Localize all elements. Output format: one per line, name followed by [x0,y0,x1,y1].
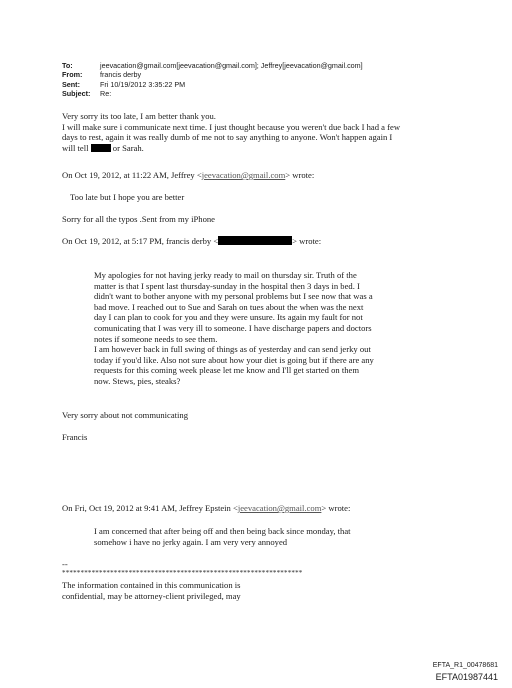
quote3-line: somehow i have no jerky again. I am very very annoyed [94,536,288,547]
reply-line: Very sorry its too late, I am better thank you. [62,111,216,121]
from-label: From: [62,70,83,80]
quote3-message [94,526,464,547]
quote3-attribution-end: > wrote: [321,503,351,513]
quote3-line: I am concerned that after being off and then being back since monday, that [94,526,351,536]
quote2-line: I am however back in full swing of things as of yesterday and can send jerky out [94,344,371,355]
footer-ref-large: EFTA01987441 [435,672,498,682]
from-row [62,70,363,79]
subject-label: Subject: [62,89,91,99]
subject-value: Re: [100,89,112,99]
disclaimer [62,560,462,601]
quote1-email-link[interactable]: jeevacation@gmail.com [201,170,286,180]
reply-message [62,111,462,153]
signature-line: Sorry for all the typos .Sent from my iPhone [62,214,216,224]
quote2-message [94,270,464,387]
email-header [62,61,363,99]
disclaimer-dashes: -- [62,559,68,569]
quote2-line: didn't want to bother anyone with my personal problems but I see now that was a [94,291,373,302]
disclaimer-line: The information contained in this communication is [62,580,241,590]
redaction-block [218,236,292,245]
quote3-attribution-text: On Fri, Oct 19, 2012 at 9:41 AM, Jeffrey Epstein < [62,503,238,513]
disclaimer-line: confidential, may be attorney-client privileged, may [62,590,241,601]
quote2-line: day I can plan to cook for you and they were unsure. Its again my fault for not [94,312,363,323]
quote2-attribution [62,236,462,247]
quote3-attribution [62,503,462,514]
quote2-line: matter is that I spent last thursday-sunday in the hospital then 3 days in bed. I [94,280,360,291]
closing-name: Francis [62,432,88,442]
reply-line-last [62,143,462,154]
reply-line: I will make sure i communicate next time. I just thought because you weren't due back I had a few [62,121,401,132]
quote2-attribution-end: > wrote: [292,236,322,246]
footer-ref-small: EFTA_R1_00478681 [432,662,498,669]
to-row [62,61,363,70]
from-value: francis derby [100,70,142,80]
sent-label: Sent: [62,79,80,89]
closing-apology: Very sorry about not communicating [62,410,189,420]
quote2-attribution-text: On Oct 19, 2012, at 5:17 PM, francis derby < [62,236,219,246]
quote2-line: now. Stews, pies, steaks? [94,375,181,386]
quote2-line: bad move. I reached out to Sue and Sarah on tues about the when was the next [94,301,364,312]
quote3-email-link[interactable]: jeevacation@gmail.com [237,503,322,513]
to-value: jeevacation@gmail.com[jeevacation@gmail.com]; Jeffrey[jeevacation@gmail.com] [100,61,363,70]
quote2-line: today if you'd like. Also not sure about how your diet is going but if there are any [94,354,374,365]
quote1-text: Too late but I hope you are better [70,192,185,202]
quote1-attribution-text: On Oct 19, 2012, at 11:22 AM, Jeffrey < [62,170,202,180]
quote2-line: notes if someone needs to see them. [94,333,218,344]
reply-line: days to rest, again it was really dumb of me not to say anything to anyone. Won't happen again I [62,132,393,143]
quote2-line: comunicating that I was very ill to someone. I have discharge papers and doctors [94,322,372,333]
subject-row [62,89,363,98]
to-label: To: [62,61,73,70]
disclaimer-stars: ***************************************************************** [62,569,303,577]
quote2-line: requests for this coming week please let me know and I'll get started on them [94,365,360,376]
sent-row [62,80,363,89]
reply-text-before-redaction: will tell [62,142,89,153]
quote1-attribution-end: > wrote: [285,170,315,180]
redaction-block [91,144,111,152]
quote1-attribution [62,170,462,181]
quote2-line: My apologies for not having jerky ready to mail on thursday sir. Truth of the [94,270,357,280]
reply-text-after-redaction: or Sarah. [110,142,144,153]
sent-value: Fri 10/19/2012 3:35:22 PM [100,79,186,89]
